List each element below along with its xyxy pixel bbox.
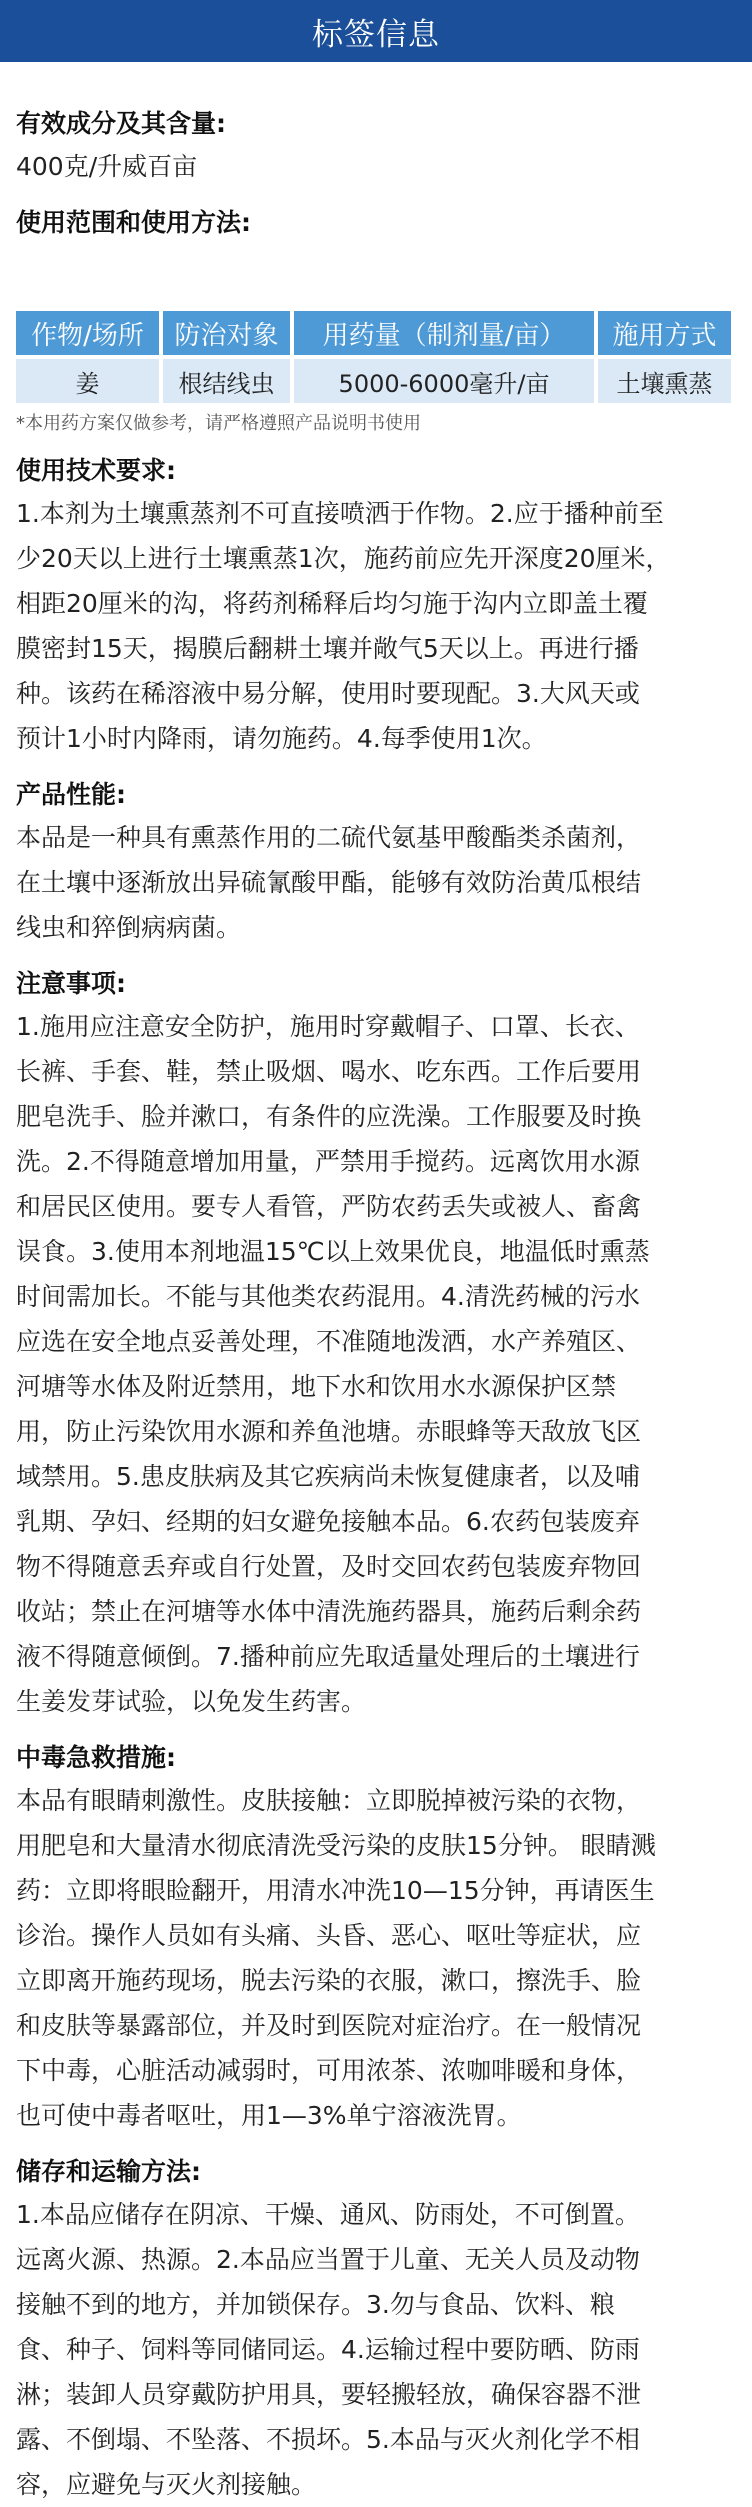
text-line: 生姜发芽试验，以免发生药害。 — [16, 1687, 367, 1716]
text-line: 和皮肤等暴露部位，并及时到医院对症治疗。在一般情况 — [16, 2011, 642, 2040]
text-line: 长裤、手套、鞋，禁止吸烟、喝水、吃东西。工作后要用 — [16, 1057, 642, 1086]
text-line: 域禁用。5.患皮肤病及其它疾病尚未恢复健康者，以及哺 — [16, 1462, 640, 1491]
usage-heading: 使用范围和使用方法: — [16, 208, 251, 237]
usage-table-wrap — [16, 307, 736, 407]
text-line: 河塘等水体及附近禁用，地下水和饮用水水源保护区禁 — [16, 1372, 617, 1401]
tech-heading: 使用技术要求: — [16, 456, 176, 485]
text-line: 食、种子、饲料等同储同运。4.运输过程中要防晒、防雨 — [16, 2335, 640, 2364]
text-line: 本品是一种具有熏蒸作用的二硫代氨基甲酸酯类杀菌剂， — [16, 823, 642, 852]
precautions-heading: 注意事项: — [16, 969, 126, 998]
ingredient-section — [16, 104, 736, 189]
text-line: 1.本剂为土壤熏蒸剂不可直接喷洒于作物。2.应于播种前至 — [16, 499, 664, 528]
text-line: 立即离开施药现场，脱去污染的衣服，漱口，擦洗手、脸 — [16, 1966, 642, 1995]
column-header-dosage: 用药量（制剂量/亩） — [294, 311, 594, 355]
tech-section — [16, 451, 736, 761]
precautions-section — [16, 964, 736, 1724]
storage-heading: 储存和运输方法: — [16, 2157, 201, 2186]
firstaid-section — [16, 1738, 736, 2138]
text-line: 乳期、孕妇、经期的妇女避免接触本品。6.农药包装废弃 — [16, 1507, 640, 1536]
table-row — [16, 359, 731, 403]
cell-crop: 姜 — [16, 359, 159, 403]
text-line: 用肥皂和大量清水彻底清洗受污染的皮肤15分钟。 眼睛溅 — [16, 1831, 656, 1860]
text-line: 线虫和猝倒病病菌。 — [16, 913, 242, 942]
performance-heading: 产品性能: — [16, 780, 126, 809]
text-line: 肥皂洗手、脸并漱口，有条件的应洗澡。工作服要及时换 — [16, 1102, 642, 1131]
text-line: 少20天以上进行土壤熏蒸1次，施药前应先开深度20厘米， — [16, 544, 671, 573]
text-line: 下中毒，心脏活动减弱时，可用浓茶、浓咖啡暖和身体， — [16, 2056, 642, 2085]
firstaid-heading: 中毒急救措施: — [16, 1743, 176, 1772]
text-line: 收站；禁止在河塘等水体中清洗施药器具，施药后剩余药 — [16, 1597, 642, 1626]
text-line: 用，防止污染饮用水源和养鱼池塘。赤眼蜂等天敌放飞区 — [16, 1417, 642, 1446]
column-header-method: 施用方式 — [598, 311, 731, 355]
text-line: 膜密封15天，揭膜后翻耕土壤并敞气5天以上。再进行播 — [16, 634, 639, 663]
text-line: 露、不倒塌、不坠落、不损坏。5.本品与灭火剂化学不相 — [16, 2425, 640, 2454]
text-line: 容，应避免与灭火剂接触。 — [16, 2470, 317, 2499]
tech-body — [16, 491, 736, 761]
text-line: 预计1小时内降雨，请勿施药。4.每季使用1次。 — [16, 724, 547, 753]
text-line: 药：立即将眼睑翻开，用清水冲洗10—15分钟，再请医生 — [16, 1876, 655, 1905]
text-line: 种。该药在稀溶液中易分解，使用时要现配。3.大风天或 — [16, 679, 640, 708]
text-line: 相距20厘米的沟，将药剂稀释后均匀施于沟内立即盖土覆 — [16, 589, 648, 618]
page-title: 标签信息 — [312, 16, 440, 53]
text-line: 时间需加长。不能与其他类农药混用。4.清洗药械的污水 — [16, 1282, 640, 1311]
storage-body — [16, 2192, 736, 2507]
performance-body — [16, 815, 736, 950]
text-line: 物不得随意丢弃或自行处置，及时交回农药包装废弃物回 — [16, 1552, 642, 1581]
text-line: 诊治。操作人员如有头痛、头昏、恶心、呕吐等症状，应 — [16, 1921, 642, 1950]
ingredient-heading: 有效成分及其含量: — [16, 109, 226, 138]
usage-table — [12, 307, 735, 407]
precautions-body — [16, 1004, 736, 1724]
usage-section — [16, 203, 736, 437]
text-line: 1.施用应注意安全防护，施用时穿戴帽子、口罩、长衣、 — [16, 1012, 640, 1041]
column-header-crop: 作物/场所 — [16, 311, 159, 355]
column-header-target: 防治对象 — [163, 311, 290, 355]
text-line: 也可使中毒者呕吐，用1—3%单宁溶液洗胃。 — [16, 2101, 522, 2130]
storage-section — [16, 2152, 736, 2507]
ingredient-value: 400克/升威百亩 — [16, 152, 198, 181]
usage-note: *本用药方案仅做参考，请严格遵照产品说明书使用 — [16, 413, 421, 434]
text-line: 误食。3.使用本剂地温15℃以上效果优良，地温低时熏蒸 — [16, 1237, 650, 1266]
text-line: 液不得随意倾倒。7.播种前应先取适量处理后的土壤进行 — [16, 1642, 640, 1671]
text-line: 远离火源、热源。2.本品应当置于儿童、无关人员及动物 — [16, 2245, 640, 2274]
text-line: 淋；装卸人员穿戴防护用具，要轻搬轻放，确保容器不泄 — [16, 2380, 642, 2409]
cell-target: 根结线虫 — [163, 359, 290, 403]
performance-section — [16, 775, 736, 950]
text-line: 洗。2.不得随意增加用量，严禁用手搅药。远离饮用水源 — [16, 1147, 640, 1176]
text-line: 1.本品应储存在阴凉、干燥、通风、防雨处，不可倒置。 — [16, 2200, 640, 2229]
cell-method: 土壤熏蒸 — [598, 359, 731, 403]
usage-table-header-row — [16, 311, 731, 355]
text-line: 本品有眼睛刺激性。皮肤接触：立即脱掉被污染的衣物， — [16, 1786, 642, 1815]
text-line: 在土壤中逐渐放出异硫氰酸甲酯，能够有效防治黄瓜根结 — [16, 868, 642, 897]
cell-dosage: 5000-6000毫升/亩 — [294, 359, 594, 403]
text-line: 接触不到的地方，并加锁保存。3.勿与食品、饮料、粮 — [16, 2290, 615, 2319]
text-line: 应选在安全地点妥善处理，不准随地泼洒，水产养殖区、 — [16, 1327, 642, 1356]
firstaid-body — [16, 1778, 736, 2138]
label-content — [0, 104, 752, 2507]
page-header — [0, 0, 752, 62]
text-line: 和居民区使用。要专人看管，严防农药丢失或被人、畜禽 — [16, 1192, 642, 1221]
